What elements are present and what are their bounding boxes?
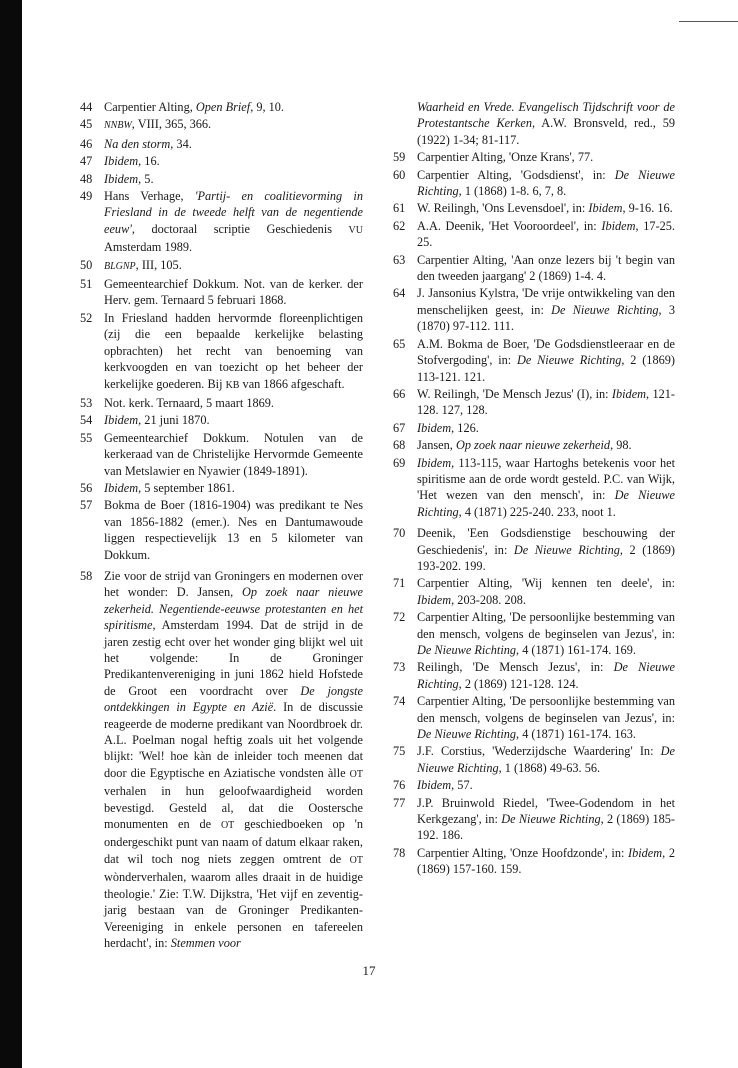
footnote (393, 200, 675, 216)
footnote (393, 420, 675, 436)
footnote (393, 455, 675, 521)
footnote-text: Carpentier Alting, 'De persoonlijke bestemming van den mensch, volgens de beginselen van Jezus', in: De Nieuwe Richting, 4 (1871) 161-174. 169. (417, 610, 675, 657)
footnote-number: 63 (393, 252, 406, 267)
footnotes-left-column (80, 99, 363, 952)
footnote-text: Carpentier Alting, 'Onze Hoofdzonde', in: Ibidem, 2 (1869) 157-160. 159. (417, 845, 675, 877)
footnote-text: J.F. Corstius, 'Wederzijdsche Waardering' In: De Nieuwe Richting, 1 (1868) 49-63. 56. (417, 744, 675, 775)
footnote-number: 48 (80, 171, 93, 186)
footnote (393, 525, 675, 574)
page-number: 17 (362, 963, 376, 978)
footnote-number: 50 (80, 257, 93, 272)
footnote-text: Ibidem, 5. (104, 171, 154, 186)
footnote (393, 149, 675, 165)
footnote-text: Zie voor de strijd van Groningers en modernen over het wonder: D. Jansen, Op zoek naar nieuwe zekerheid. Negentiende-eeuwse protestanten en het spiritisme, Amsterdam 1994. Dat de strijd in de jaren zestig echt over het wonder ging blijkt wel uit het volgende: In de Groninger Predikantenvereniging in juni 1862 hield Hofstede de Groot een voordracht over De jongste ontdekkingen in Egypte en Azië. In de discussie reageerde de moderne predikant van Noordbroek dr. A.L. Poelman nogal heftig zoals uit het volgende blijkt: 'Wel! hoe kàn de inleider toch meenen dat door die Egyptische en Aziatische vondsten àlle OT verhalen in hun geloofwaardigheid worden bevestigd. Gesteld al, dat die Oostersche monumenten en de OT geschiedboeken op 'n ondergeschikt punt van naam of datum elkaar raken, dat wil toch nog niets zeggen omtrent de OT wònderverhalen, waarom alles draait in de huidige theologie.' Zie: T.W. Dijkstra, 'Het vijf en zeventig-jarig bestaan van de Groninger Predikanten-Vereeniging in enkele personen en tafereelen herdacht', in: Stemmen voor (104, 568, 363, 950)
footnote (80, 568, 363, 951)
footnote (393, 99, 675, 148)
footnote (80, 412, 363, 428)
footnote-number: 56 (80, 480, 93, 495)
footnote-text: NNBW, VIII, 365, 366. (104, 117, 212, 132)
footnote-text: Deenik, 'Een Godsdienstige beschouwing der Geschiedenis', in: De Nieuwe Richting, 2 (1869) 193-202. 199. (417, 526, 675, 573)
footnote-text: Carpentier Alting, Open Brief, 9, 10. (104, 100, 285, 114)
footnote (80, 480, 363, 496)
footnote-text: A.A. Deenik, 'Het Vooroordeel', in: Ibidem, 17-25. 25. (417, 218, 675, 250)
footnote-number: 54 (80, 413, 93, 428)
footnote (393, 693, 675, 742)
footnote (393, 167, 675, 200)
footnote-number: 47 (80, 154, 93, 169)
footnote-number: 62 (393, 218, 406, 233)
footnote-text: Carpentier Alting, 'Onze Krans', 77. (417, 150, 594, 165)
footnote-number: 78 (393, 845, 406, 860)
footnote-number: 75 (393, 744, 406, 759)
footnote-number: 60 (393, 167, 406, 182)
footnote-text: Jansen, Op zoek naar nieuwe zekerheid, 98. (417, 438, 632, 453)
footnote-text: Carpentier Alting, 'De persoonlijke bestemming van den mensch, volgens de beginselen van Jezus', in: De Nieuwe Richting, 4 (1871) 161-174. 163. (417, 694, 675, 742)
footnote-number: 66 (393, 386, 406, 401)
footnote-number: 69 (393, 455, 406, 470)
footnote-number: 71 (393, 576, 406, 591)
footnote-number: 46 (80, 136, 93, 151)
footnote-number: 70 (393, 526, 406, 541)
footnote (393, 386, 675, 419)
footnote (80, 310, 363, 394)
footnote-number: 73 (393, 660, 406, 675)
footnote (393, 285, 675, 334)
footnote (393, 336, 675, 385)
footnotes-right-column (393, 99, 675, 879)
footnote (393, 252, 675, 285)
footnote-number: 52 (80, 310, 93, 325)
footnote-text: Gemeentearchief Dokkum. Not. van de kerker. der Herv. gem. Ternaard 5 februari 1868. (104, 277, 363, 308)
footnote-text: Ibidem, 16. (104, 154, 160, 169)
footnote-text: J. Jansonius Kylstra, 'De vrije ontwikkeling van den menschelijken geest, in: De Nieuwe Richting, 3 (1870) 97-112. 111. (417, 286, 675, 334)
footnote-text: Waarheid en Vrede. Evangelisch Tijdschrift voor de Protestantsche Kerken, A.W. Bronsveld, red., 59 (1922) 1-34; 81-117. (417, 100, 675, 147)
footnote (80, 257, 363, 275)
footnote (80, 116, 363, 134)
footnote-text: Ibidem, 21 juni 1870. (104, 413, 210, 428)
footnote-text: W. Reilingh, 'De Mensch Jezus' (I), in: Ibidem, 121-128. 127, 128. (417, 386, 675, 418)
footnote (393, 437, 675, 453)
footnote-text: W. Reilingh, 'Ons Levensdoel', in: Ibidem, 9-16. 16. (417, 201, 673, 216)
footnote (80, 153, 363, 169)
footnote-number: 44 (80, 100, 93, 114)
footnote-text: Ibidem, 57. (417, 778, 473, 793)
footnote-text: In Friesland hadden hervormde floreenplichtigen (zij die een bepaalde kerkelijke belasting opbrachten) het recht van benoeming van kerkvoogden en van toezicht op het beheer der kerkelijke goederen. Bij KB van 1866 afgeschaft. (104, 310, 363, 391)
footnote (393, 777, 675, 793)
footnote (80, 497, 363, 563)
footnote-number: 67 (393, 420, 406, 435)
footnote-text: Not. kerk. Ternaard, 5 maart 1869. (104, 395, 274, 410)
footnote (393, 218, 675, 251)
footnote-number: 45 (80, 117, 93, 132)
footnote-number: 65 (393, 336, 406, 351)
footnote-text: Carpentier Alting, 'Wij kennen ten deele', in: Ibidem, 203-208. 208. (417, 576, 675, 607)
footnote-number: 76 (393, 778, 406, 793)
footnote (80, 430, 363, 479)
footnote-number: 53 (80, 395, 93, 410)
footnote-text: Ibidem, 126. (417, 420, 479, 435)
footnote-text: Ibidem, 113-115, waar Hartoghs betekenis voor het spiritisme aan de orde wordt gesteld. P.C. van Wijk, 'Het wezen van den mensch', in: De Nieuwe Richting, 4 (1871) 225-240. 233, noot 1. (417, 455, 675, 519)
footnote-number: 55 (80, 430, 93, 445)
footnote-text: Ibidem, 5 september 1861. (104, 480, 235, 495)
footnote-text: J.P. Bruinwold Riedel, 'Twee-Godendom in het Kerkgezang', in: De Nieuwe Richting, 2 (1869) 185-192. 186. (417, 795, 675, 843)
footnote (393, 743, 675, 776)
header-rule (679, 21, 738, 22)
footnote (393, 795, 675, 844)
footnote-text: Bokma de Boer (1816-1904) was predikant te Nes van 1856-1882 (emer.). Nes en Dantumawoude liggen respectievelijk 13 en 5 kilometer van Dokkum. (104, 498, 363, 562)
footnote-number: 74 (393, 694, 406, 709)
footnote-number: 57 (80, 498, 93, 513)
footnote-number: 51 (80, 277, 93, 292)
footnote-text: Reilingh, 'De Mensch Jezus', in: De Nieuwe Richting, 2 (1869) 121-128. 124. (417, 660, 675, 691)
footnote-number: 64 (393, 286, 406, 301)
footnote-number: 58 (80, 568, 93, 583)
footnote-text: Carpentier Alting, 'Aan onze lezers bij 't begin van den tweeden jaargang' 2 (1869) 1-4. 4. (417, 252, 675, 284)
footnote-number: 59 (393, 150, 406, 165)
footnote-number: 49 (80, 189, 93, 204)
footnote-number: 77 (393, 795, 406, 810)
footnote-number: 68 (393, 438, 406, 453)
footnote-text: Na den storm, 34. (104, 136, 192, 151)
footnote (393, 659, 675, 692)
footnote-text: Carpentier Alting, 'Godsdienst', in: De Nieuwe Richting, 1 (1868) 1-8. 6, 7, 8. (417, 167, 675, 199)
footnote-text: BLGNP, III, 105. (104, 257, 182, 272)
footnote-number: 61 (393, 201, 406, 216)
footnote (80, 395, 363, 411)
footnote (393, 845, 675, 878)
footnote (80, 136, 363, 152)
scan-binding-edge (0, 0, 22, 1068)
footnote (393, 575, 675, 608)
footnote (80, 171, 363, 187)
footnote (80, 276, 363, 309)
footnote-number: 72 (393, 610, 406, 625)
footnote-text: A.M. Bokma de Boer, 'De Godsdienstleeraar en de Stofvergoding', in: De Nieuwe Richting, 2 (1869) 113-121. 121. (417, 336, 675, 384)
footnote (80, 188, 363, 256)
footnote-text: Gemeentearchief Dokkum. Notulen van de kerkeraad van de Christelijke Hervormde Gemeente van Metslawier en Nyawier (1849-1891). (104, 430, 363, 478)
footnote-text: Hans Verhage, 'Partij- en coalitievorming in Friesland in de tweede helft van de negentiende eeuw', doctoraal scriptie Geschiedenis VU Amsterdam 1989. (104, 189, 363, 255)
footnote (80, 99, 363, 115)
footnote (393, 609, 675, 658)
